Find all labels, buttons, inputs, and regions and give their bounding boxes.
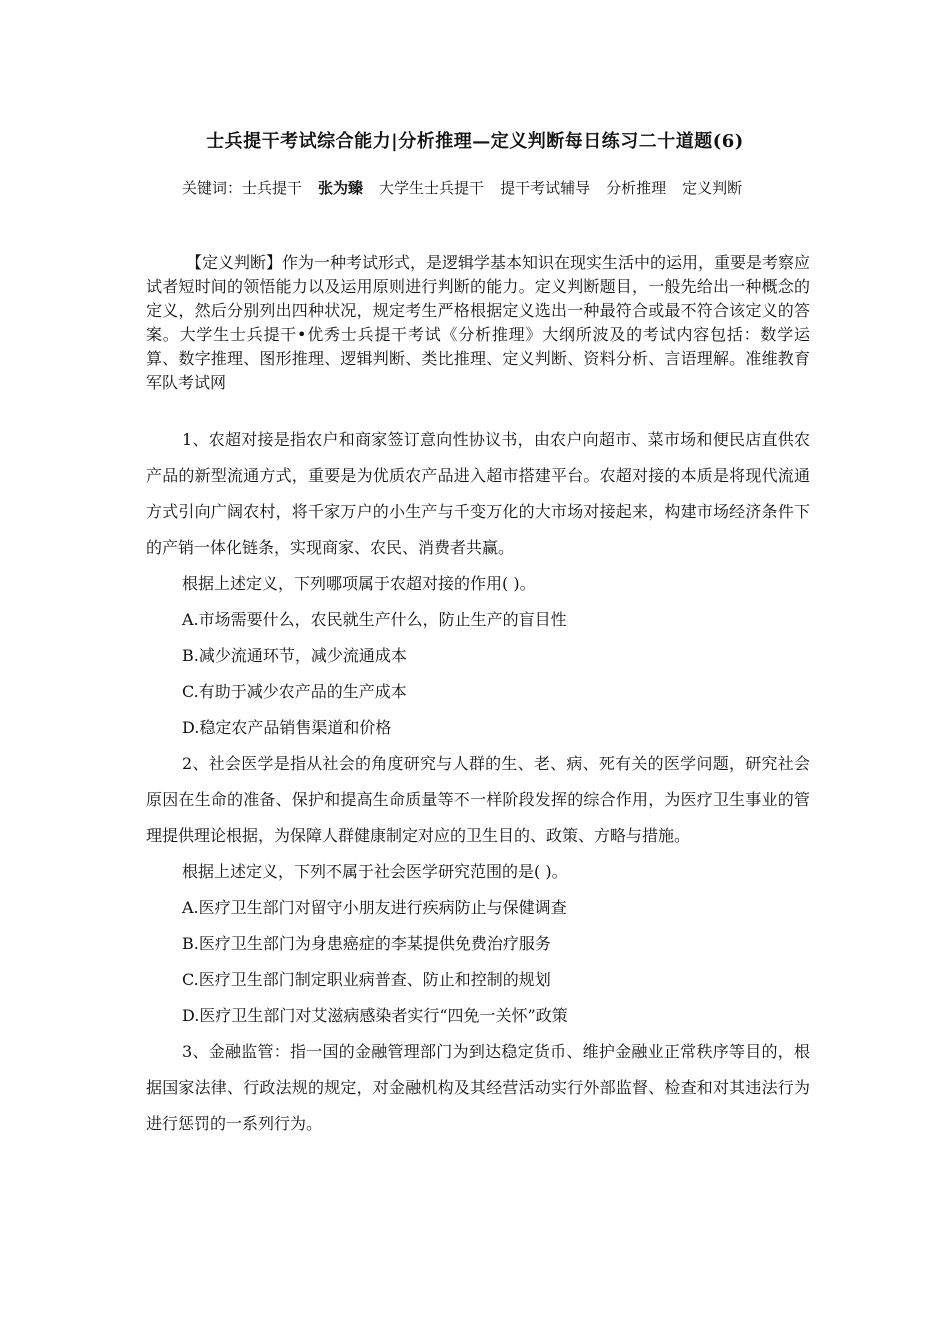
option-item: C.医疗卫生部门制定职业病普查、防止和控制的规划	[182, 970, 551, 989]
question-text: 1、农超对接是指农户和商家签订意向性协议书，由农户向超市、菜市场和便民店直供农产品的新型流通方式，重要是为优质农产品进入超市搭建平台。农超对接的本质是将现代流通方式引向广阔农村，将千家万户的小生产与千变万化的大市场对接起来，构建市场经济条件下的产销一体化链条，实现商家、农民、消费者共赢。	[146, 430, 810, 557]
option-item: B.减少流通环节，减少流通成本	[182, 646, 407, 665]
keyword: 提干考试辅导	[500, 179, 591, 197]
question-text: 2、社会医学是指从社会的角度研究与人群的生、老、病、死有关的医学问题，研究社会原因在生命的准备、保护和提高生命质量等不一样阶段发挥的综合作用，为医疗卫生事业的管理提供理论根据，为保障人群健康制定对应的卫生目的、政策、方略与措施。	[146, 754, 810, 845]
keywords-label: 关键词：	[182, 179, 243, 197]
question-stem: 根据上述定义，下列哪项属于农超对接的作用( )。	[182, 574, 536, 593]
option-item: A.医疗卫生部门对留守小朋友进行疾病防止与保健调查	[182, 898, 567, 917]
question-stem: 根据上述定义，下列不属于社会医学研究范围的是( )。	[182, 862, 568, 881]
question-text: 3、金融监管：指一国的金融管理部门为到达稳定货币、维护金融业正常秩序等目的，根据国家法律、行政法规的规定，对金融机构及其经营活动实行外部监督、检查和对其违法行为进行惩罚的一系列行为。	[146, 1042, 810, 1133]
intro-paragraph: 【定义判断】作为一种考试形式，是逻辑学基本知识在现实生活中的运用，重要是考察应试者短时间的领悟能力以及运用原则进行判断的能力。定义判断题目，一般先给出一种概念的定义，然后分别列出四种状况，规定考生严格根据定义选出一种最符合或最不符合该定义的答案。大学生士兵提干•优秀士兵提干考试《分析推理》大纲所波及的考试内容包括：数学运算、数字推理、图形推理、逻辑判断、类比推理、定义判断、资料分析、言语理解。准维教育军队考试网	[146, 253, 811, 392]
option-item: B.医疗卫生部门为身患癌症的李某提供免费治疗服务	[182, 934, 551, 953]
document-title: 士兵提干考试综合能力|分析推理—定义判断每日练习二十道题(6)	[206, 131, 744, 152]
option-item: D.稳定农产品销售渠道和价格	[182, 718, 392, 737]
questions-body	[146, 422, 810, 1142]
keywords-line	[146, 175, 806, 201]
keyword: 定义判断	[682, 179, 743, 197]
option-item: D.医疗卫生部门对艾滋病感染者实行“四免一关怀”政策	[182, 1006, 568, 1025]
option-item: A.市场需要什么，农民就生产什么，防止生产的盲目性	[182, 610, 567, 629]
keyword: 分析推理	[606, 179, 667, 197]
keyword: 大学生士兵提干	[379, 179, 485, 197]
keyword: 士兵提干	[242, 179, 303, 197]
keyword: 张为臻	[318, 179, 364, 197]
option-item: C.有助于减少农产品的生产成本	[182, 682, 407, 701]
